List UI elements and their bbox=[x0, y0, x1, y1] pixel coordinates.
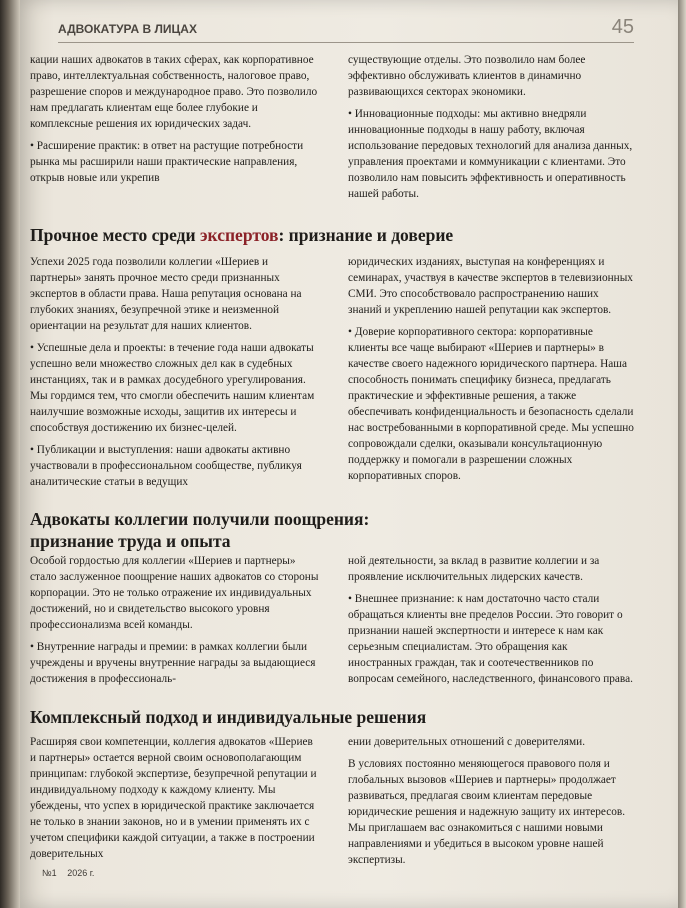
bullet-paragraph: • Внутренние награды и премии: в рамках коллегии были учреждены и вручены внутренние награды за выдающиеся достижения в профессиональ- bbox=[30, 641, 316, 685]
bullet-paragraph: • Успешные дела и проекты: в течение года наши адвокаты успешно вели множество сложных дел как в судебных инстанциях, так и в рамках досудебного урегулирования. Мы гордимся тем, что смогли обеспечить нашим клиентам наилучшие возможные исходы, защитив их интересы и способствуя достижению их бизнес-целей. bbox=[30, 342, 315, 434]
page-edge bbox=[678, 0, 686, 908]
section-heading-approach: Комплексный подход и индивидуальные решения bbox=[30, 707, 427, 727]
paragraph: юридических изданиях, выступая на конференциях и семинарах, участвуя в качестве экспертов в телевизионных СМИ. Это способствовало распространению наших знаний и укреплению нашей репутации как экспертов. bbox=[348, 256, 633, 316]
paragraph: кации наших адвокатов в таких сферах, как корпоративное право, интеллектуальная собственность, налоговое право, разрешение споров и международное право. Это позволило нам предлагать клиентам еще более глубокие и комплексные решения их юридических задач. bbox=[30, 54, 318, 130]
issue-number: №1 bbox=[42, 868, 57, 878]
running-head: АДВОКАТУРА В ЛИЦАХ bbox=[58, 22, 197, 36]
awards-right-column bbox=[348, 553, 634, 693]
bullet-paragraph: • Инновационные подходы: мы активно внедряли инновационные подходы в нашу работу, включая использование передовых технологий для анализа данных, управления проектами и коммуникации с клиентами. Это позволило нам повысить эффективность и оперативность нашей работы. bbox=[348, 108, 633, 200]
approach-left-column bbox=[30, 734, 320, 874]
page-header bbox=[58, 12, 634, 42]
header-rule bbox=[58, 42, 634, 43]
bullet-paragraph: • Внешнее признание: к нам достаточно часто стали обращаться клиенты вне пределов России. Это говорит о признании нашей экспертности и интересе к нам как серьезным специалистам. Это обращения как иностранных граждан, так и соотечественников по вопросам семейного, наследственного, финансового права. bbox=[348, 593, 633, 685]
experts-right-column bbox=[348, 254, 634, 496]
page-footer bbox=[42, 868, 102, 878]
page-number: 45 bbox=[611, 16, 634, 38]
magazine-page bbox=[14, 0, 678, 908]
issue-year: 2026 г. bbox=[67, 868, 95, 878]
bullet-paragraph: • Публикации и выступления: наши адвокаты активно участвовали в профессиональном сообществе, публикуя аналитические статьи в ведущих bbox=[30, 444, 302, 488]
binding-spine bbox=[0, 0, 20, 908]
approach-right-column bbox=[348, 734, 634, 874]
bullet-paragraph: • Доверие корпоративного сектора: корпоративные клиенты все чаще выбирают «Шериев и партнеры» в качестве своего надежного юридического партнера. Наша способность понимать специфику бизнеса, предлагать практические и эффективные решения, а также обеспечивать конфиденциальность и безопасность сделали нас востребованными в корпоративной среде. Мы успешно сопровождали сделки, оказывали консультационную поддержку и помогали в разрешении сложных корпоративных споров. bbox=[348, 326, 634, 482]
paragraph: ной деятельности, за вклад в развитие коллегии и за проявление исключительных лидерских качеств. bbox=[348, 555, 600, 583]
intro-right-column bbox=[348, 52, 634, 208]
approach-columns bbox=[30, 734, 634, 874]
paragraph: существующие отделы. Это позволило нам более эффективно обслуживать клиентов в динамично развивающихся секторах экономики. bbox=[348, 54, 586, 98]
section-heading-awards: Адвокаты коллегии получили поощрения: признание труда и опыта bbox=[30, 509, 370, 551]
paragraph: Особой гордостью для коллегии «Шериев и партнеры» стало заслуженное поощрение наших адвокатов со стороны корпорации. Это не только отражение их индивидуальных достижений, но и свидетельство высокого уровня профессионализма всей команды. bbox=[30, 555, 319, 631]
heading-accent: экспертов bbox=[200, 225, 279, 245]
paragraph: В условиях постоянно меняющегося правового поля и глобальных вызовов «Шериев и партнеры» продолжает развиваться, предлагая своим клиентам передовые юридические решения и надежную защиту их интересов. Мы приглашаем вас ознакомиться с нашими новыми направлениями и убедиться в высоком уровне нашей экспертизы. bbox=[348, 758, 626, 866]
experts-left-column bbox=[30, 254, 320, 496]
paragraph: Расширяя свои компетенции, коллегия адвокатов «Шериев и партнеры» остается верной своим основополагающим принципам: глубокой экспертизе, безупречной репутации и индивидуальному подходу к каждому клиенту. Мы убеждены, что успех в юридической практике заключается не только в знании законов, но и в умении применять их с учетом специфики каждой ситуации, а также в построении доверительных bbox=[30, 736, 317, 860]
experts-columns bbox=[30, 254, 634, 496]
awards-left-column bbox=[30, 553, 320, 693]
bullet-paragraph: • Расширение практик: в ответ на растущие потребности рынка мы расширили наши практические направления, открыв новые или укрепив bbox=[30, 140, 304, 184]
awards-columns bbox=[30, 553, 634, 693]
intro-left-column bbox=[30, 52, 320, 208]
paragraph: Успехи 2025 года позволили коллегии «Шериев и партнеры» занять прочное место среди признанных экспертов в области права. Наша репутация основана на глубоких знаниях, безупречной этике и неизменной ориентации на результат для наших клиентов. bbox=[30, 256, 302, 332]
intro-columns bbox=[30, 52, 634, 208]
paragraph: ении доверительных отношений с доверителями. bbox=[348, 736, 586, 748]
section-heading-experts: Прочное место среди экспертов: признание и доверие bbox=[30, 225, 454, 245]
